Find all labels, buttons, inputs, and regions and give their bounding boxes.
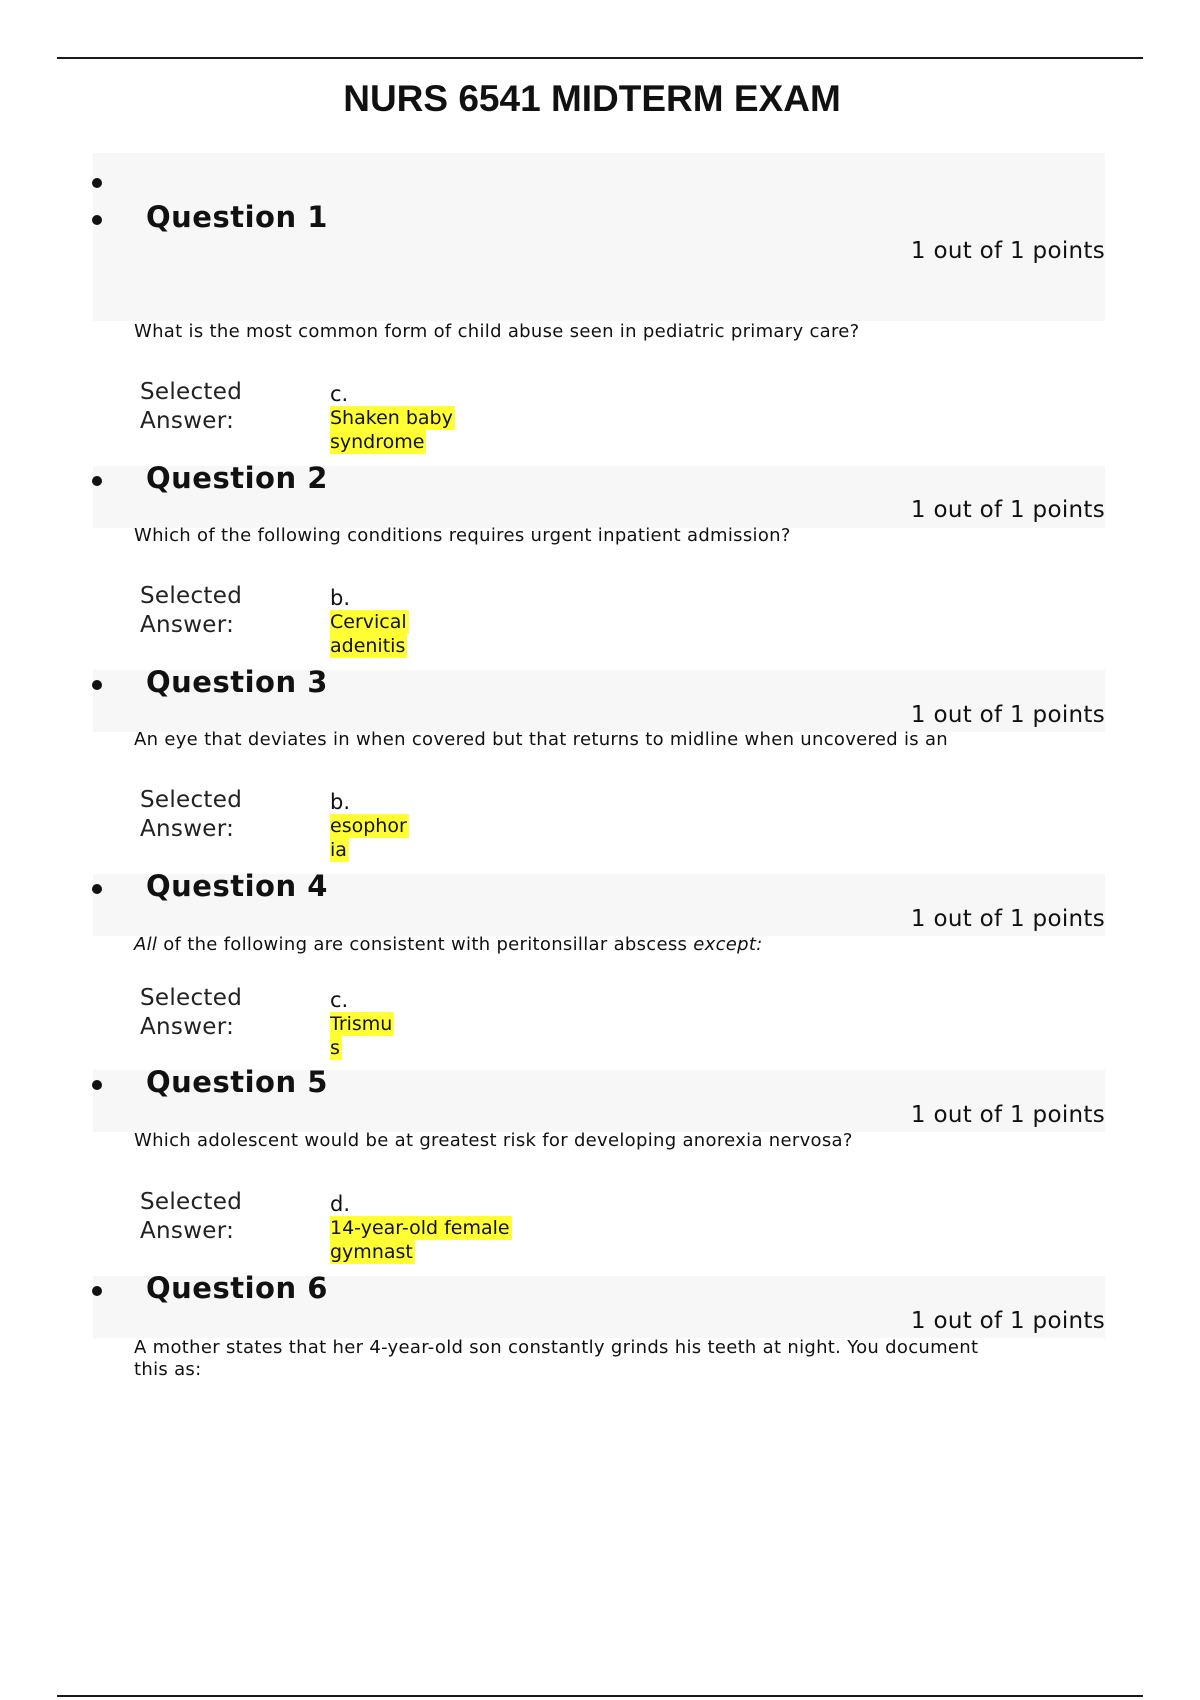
bullet-icon — [92, 1080, 106, 1094]
selected-answer-label — [140, 1188, 242, 1246]
question-4-answer-letter: c. — [330, 988, 349, 1012]
bullet-icon — [92, 680, 106, 694]
selected-label-line1: Selected — [140, 985, 243, 1011]
bullet-icon — [92, 884, 106, 898]
selected-label-line1: Selected — [140, 1189, 243, 1215]
selected-answer-label — [140, 984, 242, 1042]
selected-label-line2: Answer: — [140, 408, 235, 434]
highlighted-answer: Shaken baby — [330, 407, 453, 429]
selected-label-line2: Answer: — [140, 612, 235, 638]
highlighted-answer: 14-year-old female — [330, 1217, 510, 1239]
question-5-points: 1 out of 1 points — [910, 1102, 1105, 1128]
question-3-heading: Question 3 — [146, 665, 328, 699]
question-1-answer — [330, 406, 455, 454]
selected-answer-label — [140, 582, 242, 640]
question-6-text — [134, 1337, 1054, 1381]
question-6-points: 1 out of 1 points — [910, 1308, 1105, 1334]
selected-label-line2: Answer: — [140, 1014, 235, 1040]
selected-label-line2: Answer: — [140, 1218, 235, 1244]
question-3-answer-letter: b. — [330, 790, 351, 814]
bullet-icon — [92, 1286, 106, 1300]
question-4-answer — [330, 1012, 394, 1060]
highlighted-answer: ia — [330, 839, 347, 861]
highlighted-answer: Trismu — [330, 1013, 393, 1035]
page-title: NURS 6541 MIDTERM EXAM — [343, 78, 841, 119]
selected-label-line1: Selected — [140, 787, 243, 813]
highlighted-answer: esophor — [330, 815, 407, 837]
question-2-answer-letter: b. — [330, 586, 351, 610]
top-rule — [57, 57, 1143, 59]
question-4-text — [134, 934, 1054, 956]
question-2-heading: Question 2 — [146, 461, 328, 495]
question-6-heading: Question 6 — [146, 1271, 328, 1305]
question-1-points: 1 out of 1 points — [910, 238, 1105, 264]
question-1-band — [93, 153, 1105, 321]
question-2-answer — [330, 610, 409, 658]
bullet-icon — [92, 476, 106, 490]
highlighted-answer: adenitis — [330, 635, 406, 657]
selected-label-line2: Answer: — [140, 816, 235, 842]
question-4-points: 1 out of 1 points — [910, 906, 1105, 932]
bullet-icon — [92, 215, 106, 229]
bullet-icon — [92, 178, 106, 192]
question-1-answer-letter: c. — [330, 382, 349, 406]
question-1-text: What is the most common form of child abuse seen in pediatric primary care? — [134, 321, 860, 342]
question-5-heading: Question 5 — [146, 1065, 328, 1099]
question-1-heading: Question 1 — [146, 200, 328, 234]
selected-label-line1: Selected — [140, 379, 243, 405]
bottom-rule — [57, 1695, 1143, 1697]
selected-answer-label — [140, 786, 242, 844]
question-4-text-middle: of the following are consistent with peritonsillar abscess — [157, 934, 694, 955]
question-2-text: Which of the following conditions requires urgent inpatient admission? — [134, 525, 791, 546]
selected-label-line1: Selected — [140, 583, 243, 609]
question-4-heading: Question 4 — [146, 869, 328, 903]
selected-answer-label — [140, 378, 242, 436]
question-6-text-line1: A mother states that her 4-year-old son constantly grinds his teeth at night. You document — [134, 1337, 979, 1358]
highlighted-answer: s — [330, 1037, 340, 1059]
highlighted-answer: Cervical — [330, 611, 407, 633]
highlighted-answer: gymnast — [330, 1241, 413, 1263]
question-5-text: Which adolescent would be at greatest risk for developing anorexia nervosa? — [134, 1130, 853, 1151]
question-3-answer — [330, 814, 409, 862]
question-3-points: 1 out of 1 points — [910, 702, 1105, 728]
question-2-points: 1 out of 1 points — [910, 497, 1105, 523]
question-6-text-line2: this as: — [134, 1359, 202, 1380]
question-3-text: An eye that deviates in when covered but that returns to midline when uncovered is an — [134, 729, 949, 750]
question-4-text-emphasis-all: All — [134, 934, 158, 955]
question-5-answer-letter: d. — [330, 1192, 351, 1216]
question-5-answer — [330, 1216, 512, 1264]
highlighted-answer: syndrome — [330, 431, 425, 453]
question-4-text-emphasis-except: except: — [693, 934, 763, 955]
